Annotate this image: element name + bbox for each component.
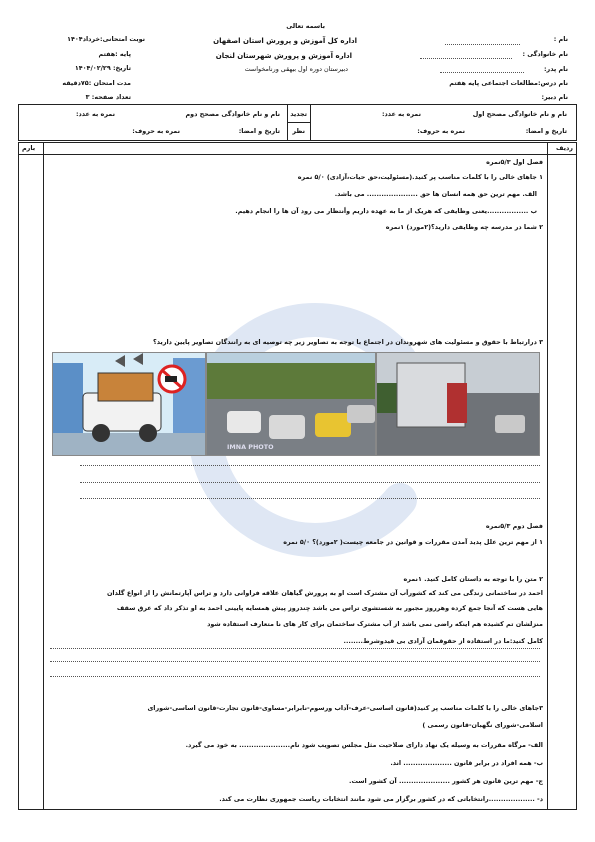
question-5: ۲ متن را با توجه به داستان کامل کنید. ۱نمره (403, 575, 543, 583)
score-words-label-1: نمره به حروف: (417, 127, 465, 135)
story-line-2: هایی هست که آنجا جمع کرده وهرروز مجبور به شستشوی تراس می باشد چندروز پیش همسایه پایینی احمد به او تذکر داد که عرق سقف (116, 604, 543, 612)
section2-title: فصل دوم ۵/۳نمره (485, 522, 543, 530)
grade-level: پایه :هفتم (98, 50, 131, 58)
answer-line-5b[interactable] (50, 661, 540, 662)
traffic-jam-photo (206, 352, 376, 456)
corrector2-label: نام و نام خانوادگی مصحح دوم (185, 110, 280, 118)
teacher-label: نام دبیر: (541, 93, 568, 101)
student-name-label: نام : (553, 35, 568, 43)
exam-term: نوبت امتحانی:خرداد۱۴۰۴ (67, 35, 145, 43)
story-line-3: منزلشان تم کشیده هم اینکه راضی نمی باشد از آب مشترک ساختمان برای کار های نا متعارف استفاده شود (207, 620, 543, 628)
score-column-header: بارم (22, 144, 36, 152)
score-words-label-2: نمره به حروف: (132, 127, 180, 135)
question-6: ۳جاهای خالی را با کلمات مناسب پر کنید(قانون اساسی-عرف-آداب ورسوم-نابرابر-مساوی-قانون تجارت-قانون اساسی-شورای (147, 704, 543, 712)
question-3: ۳ درارتباط با حقوق و مسئولیت های شهروندان در اجتماع با توجه به تصاویر زیر چه توصیه ای به رانندگان تصاویر پایین دارید؟ (153, 338, 543, 346)
father-name-label: نام پدر: (543, 65, 568, 73)
score-column-line (43, 142, 44, 810)
family-name-label: نام خانوادگی : (522, 50, 568, 58)
father-name-field[interactable] (440, 72, 524, 73)
grading-divider-3 (287, 122, 310, 123)
row-column-header: ردیف (556, 144, 573, 152)
exam-date: تاریخ: ۱۴۰۴/۰۲/۲۹ (74, 64, 131, 72)
date-sign-label-1: تاریخ و امضا: (525, 127, 567, 135)
answer-line-3a[interactable] (80, 465, 540, 466)
row-column-line (547, 142, 548, 810)
page-count: تعداد صفحه: ۳ (85, 93, 131, 101)
cartoon-traffic-photo (52, 352, 206, 456)
score-number-label-1: نمره به عدد: (381, 110, 421, 118)
family-name-field[interactable] (420, 58, 512, 59)
subject-label: نام درس:مطالعات اجتماعی پایه هفتم (449, 79, 568, 87)
bismillah: باسمه تعالی (286, 22, 325, 30)
answer-line-3c[interactable] (80, 498, 540, 499)
question-6-be[interactable]: ب- همه افراد در برابر قانون .................... اند. (390, 759, 543, 767)
answer-line-5a[interactable] (50, 648, 540, 649)
table-header-line (18, 154, 577, 155)
revision-label: تجدید (290, 110, 307, 118)
question-1: ۱ جاهای خالی را با کلمات مناسب پر کنید.(مسئولیت،حق حیات،آزادی) ۵/۰ نمره (297, 173, 543, 181)
answer-line-3b[interactable] (80, 482, 540, 483)
question-6-dal[interactable]: د- ...................رانتخاباتی که در کشور برگزار می شود مانند انتخابات ریاست جمهوری نظارت می کند. (219, 795, 543, 803)
question-1-a[interactable]: الف. مهم ترین حق همه انسان ها حق ..................... می باشد. (334, 190, 537, 198)
section1-title: فصل اول ۵/۳نمره (486, 158, 543, 166)
student-name-field[interactable] (445, 44, 520, 45)
question-6-options: اسلامی-شورای نگهبان-قانون رسمی ) (422, 721, 543, 729)
answer-line-5c[interactable] (50, 676, 540, 677)
question-1-b[interactable]: ب .................یعنی وظایفی که هریک از ما به عهده داریم واَنتظار می رود آن ها را انجام دهیم. (235, 207, 537, 215)
question-6-jim[interactable]: ج- مهم ترین قانون هر کشور ..................... آن کشور است. (349, 777, 543, 785)
office-title-1: اداره کل آموزش و پرورش استان اصفهان (213, 37, 357, 45)
school-name: دبیرستان دوره اول بیهقی ورنامخواست (244, 65, 348, 73)
exam-duration: مدت امتحان :۷۵دقیقه (62, 79, 131, 87)
question-4: ۱ از مهم ترین علل پدید آمدن مقررات و قوانین در جامعه چیست( ۲مورد)؟ ۵/۰ نمره (283, 538, 543, 546)
story-complete[interactable]: کامل کنید:ما در استفاده از حقوقمان آزادی بی قیدوشرط........ (343, 637, 543, 645)
story-line-1: احمد در ساختمانی زندگی می کند که کشوراَب آن مشترک است او به پرورش گیاهان علاقه فراوانی دارد و تراس آپارتمانش را از انواع گلدان (106, 589, 543, 597)
score-number-label-2: نمره به عدد: (75, 110, 115, 118)
question-2: ۲ شما در مدرسه چه وظایفی دارید؟(۲مورد) ۱نمره (385, 223, 543, 231)
office-title-2: اداره آموزش و پرورش شهرستان لنجان (215, 52, 352, 60)
corrector1-label: نام و نام خانوادگی مصحح اول (472, 110, 567, 118)
date-sign-label-2: تاریخ و امضا: (238, 127, 280, 135)
question-6-alef[interactable]: الف- مرگاه مقررات به وسیله یک نهاد دارای صلاحیت مثل مجلس تصویب شود نام..................... به خود می گیرد. (185, 741, 543, 749)
truck-highway-photo (376, 352, 540, 456)
grading-divider-2 (310, 104, 311, 141)
photo-credit: IMNA PHOTO (227, 443, 274, 451)
review-label: نظر (292, 127, 305, 135)
